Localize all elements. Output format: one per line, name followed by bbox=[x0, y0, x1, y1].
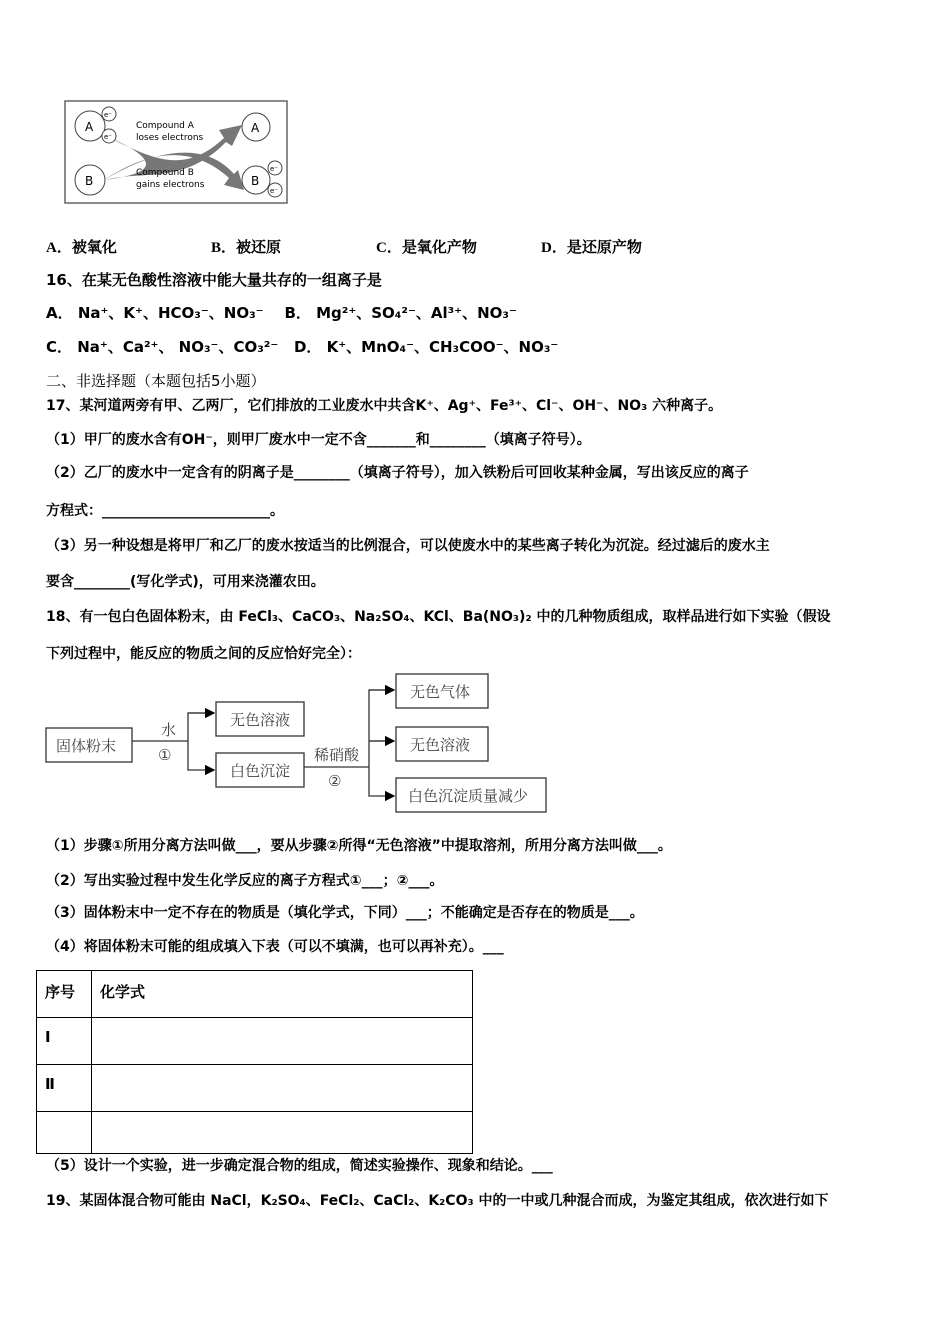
compound-b-label: gains electrons bbox=[136, 180, 205, 190]
table-row bbox=[37, 1112, 473, 1154]
electron-label: e⁻ bbox=[104, 133, 113, 141]
flow-step1-reagent: 水 bbox=[161, 721, 177, 739]
q16-stem: 16、在某无色酸性溶液中能大量共存的一组离子是 bbox=[46, 271, 382, 289]
atom-b-label: B bbox=[85, 174, 94, 188]
table-cell[interactable] bbox=[92, 1112, 473, 1154]
electron-label: e⁻ bbox=[270, 165, 279, 173]
q17-part3-cont: 要含________(写化学式)，可用来浇灌农田。 bbox=[46, 574, 325, 590]
table-cell bbox=[37, 1112, 92, 1154]
q18-stem: 18、有一包白色固体粉末，由 FeCl₃、CaCO₃、Na₂SO₄、KCl、Ba(NO₃)₂ 中的几种物质组成，取样品进行如下实验（假设 bbox=[46, 609, 831, 625]
q18-part5: （5）设计一个实验，进一步确定混合物的组成，简述实验操作、现象和结论。___ bbox=[46, 1158, 553, 1174]
redox-diagram bbox=[64, 100, 288, 204]
table-header: 序号 bbox=[37, 971, 92, 1018]
flow-step2-num: ② bbox=[328, 772, 342, 790]
q18-part2: （2）写出实验过程中发生化学反应的离子方程式①___；②___。 bbox=[46, 873, 444, 889]
option-c: C．是氧化产物 bbox=[376, 240, 477, 256]
table-cell: Ⅰ bbox=[37, 1018, 92, 1065]
experiment-flowchart bbox=[40, 670, 600, 820]
q17-part1: （1）甲厂的废水含有OH⁻，则甲厂废水中一定不含_______和________（填离子符号）。 bbox=[46, 432, 591, 448]
table-row bbox=[37, 1018, 473, 1065]
q17-stem: 17、某河道两旁有甲、乙两厂，它们排放的工业废水中共含K⁺、Ag⁺、Fe³⁺、Cl⁻、OH⁻、NO₃ 六种离子。 bbox=[46, 398, 723, 414]
option-b: B．被还原 bbox=[211, 240, 282, 256]
atom-a-label: A bbox=[85, 120, 94, 134]
flow-start: 固体粉末 bbox=[56, 737, 117, 755]
atom-a-product-label: A bbox=[251, 121, 260, 135]
option-d: D．是还原产物 bbox=[541, 240, 642, 256]
compound-b-label: Compound B bbox=[136, 168, 194, 178]
option-a: A．被氧化 bbox=[46, 240, 117, 256]
q16-options-ab: A． Na⁺、K⁺、HCO₃⁻、NO₃⁻ B． Mg²⁺、SO₄²⁻、Al³⁺、NO₃⁻ bbox=[46, 304, 517, 322]
flow-out2a: 无色气体 bbox=[410, 683, 471, 701]
electron-label: e⁻ bbox=[270, 187, 279, 195]
table-header: 化学式 bbox=[92, 971, 473, 1018]
q18-stem-cont: 下列过程中，能反应的物质之间的反应恰好完全）： bbox=[46, 646, 361, 662]
q19-stem: 19、某固体混合物可能由 NaCl，K₂SO₄、FeCl₂、CaCl₂、K₂CO₃ 中的一中或几种混合而成，为鉴定其组成，依次进行如下 bbox=[46, 1193, 829, 1209]
flow-step2-reagent: 稀硝酸 bbox=[314, 746, 360, 764]
q17-part2: （2）乙厂的废水中一定含有的阴离子是________（填离子符号），加入铁粉后可回收某种金属，写出该反应的离子 bbox=[46, 465, 749, 481]
flow-out2c: 白色沉淀质量减少 bbox=[408, 787, 529, 805]
flow-out1a: 无色溶液 bbox=[230, 711, 291, 729]
q17-part2-cont: 方程式：________________________。 bbox=[46, 503, 284, 519]
q18-part3: （3）固体粉末中一定不存在的物质是（填化学式，下同）___；不能确定是否存在的物质是___。 bbox=[46, 905, 644, 921]
flow-out2b: 无色溶液 bbox=[410, 736, 471, 754]
q16-options-cd: C． Na⁺、Ca²⁺、 NO₃⁻、CO₃²⁻ D． K⁺、MnO₄⁻、CH₃COO⁻、NO₃⁻ bbox=[46, 338, 559, 356]
q17-part3: （3）另一种设想是将甲厂和乙厂的废水按适当的比例混合，可以使废水中的某些离子转化为沉淀。经过滤后的废水主 bbox=[46, 538, 770, 554]
compound-a-label: Compound A bbox=[136, 121, 194, 131]
section-heading: 二、非选择题（本题包括5小题） bbox=[46, 372, 266, 390]
electron-label: e⁻ bbox=[104, 111, 113, 119]
atom-b-product-label: B bbox=[251, 174, 260, 188]
compound-a-label: loses electrons bbox=[136, 133, 204, 143]
table-row bbox=[37, 1065, 473, 1112]
q18-part4: （4）将固体粉末可能的组成填入下表（可以不填满，也可以再补充）。___ bbox=[46, 939, 504, 955]
composition-table bbox=[36, 970, 473, 1154]
flow-step1-num: ① bbox=[158, 746, 172, 764]
table-cell: Ⅱ bbox=[37, 1065, 92, 1112]
q18-part1: （1）步骤①所用分离方法叫做___，要从步骤②所得“无色溶液”中提取溶剂，所用分离方法叫做___。 bbox=[46, 838, 672, 854]
table-cell[interactable] bbox=[92, 1018, 473, 1065]
table-cell[interactable] bbox=[92, 1065, 473, 1112]
flow-out1b: 白色沉淀 bbox=[230, 762, 291, 780]
